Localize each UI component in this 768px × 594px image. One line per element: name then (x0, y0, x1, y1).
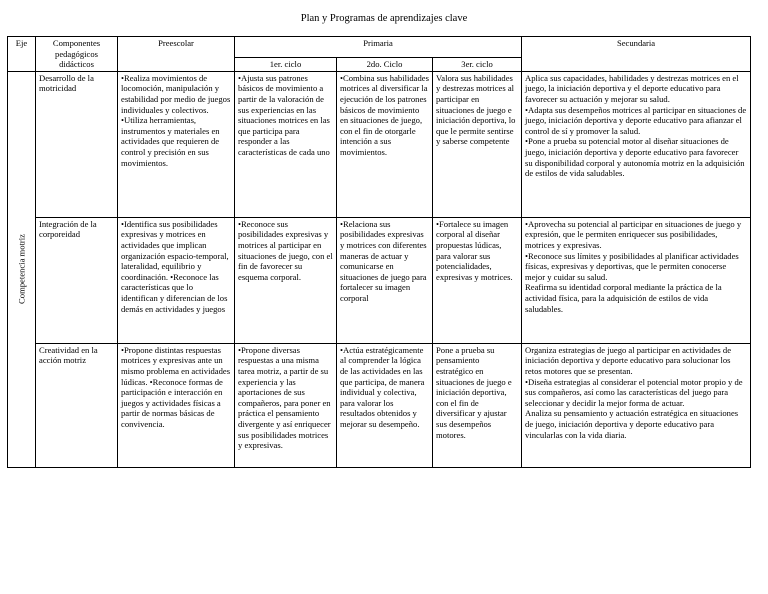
table-row (8, 343, 751, 467)
preescolar-cell: •Identifica sus posibilidades expresivas y motrices en actividades que implican organización espacio-temporal, lateralidad, equilibrio y coordinación. •Reconoce las características que lo identifican y diferencian de los demás en actividades y juegos (118, 217, 235, 343)
preescolar-cell: •Propone distintas respuestas motrices y expresivas ante un mismo problema en actividades lúdicas. •Reconoce formas de participación e interacción en juegos y actividades físicas a partir de normas básicas de convivencia. (118, 343, 235, 467)
componente-cell: Desarrollo de la motricidad (36, 71, 118, 217)
header-ciclo-2: 2do. Ciclo (337, 57, 433, 71)
table-row (8, 71, 751, 217)
ciclo-2-cell: •Relaciona sus posibilidades expresivas y motrices con diferentes maneras de actuar y comunicarse en situaciones de juego para fortalecer su imagen corporal (337, 217, 433, 343)
document-title: Plan y Programas de aprendizajes clave (300, 13, 468, 24)
header-ciclo-1: 1er. ciclo (235, 57, 337, 71)
ciclo-1-cell: •Ajusta sus patrones básicos de movimiento a partir de la valoración de sus experiencias en las situaciones motrices en las que participa para responder a las características de cada uno (235, 71, 337, 217)
header-eje: Eje (8, 37, 36, 72)
ciclo-2-cell: •Combina sus habilidades motrices al diversificar la ejecución de los patrones básicos de movimiento en situaciones de juego, con el fin de otorgarle intención a sus movimientos. (337, 71, 433, 217)
secundaria-cell: •Aprovecha su potencial al participar en situaciones de juego y expresión, que le permiten enriquecer sus posibilidades, motrices y expresivas. •Reconoce sus límites y posibilidades al planificar actividades físicas, expresivas y deportivas, que le permiten conocerse mejor y cuidar su salud. Reafirma su identidad corporal mediante la práctica de la actividad física, para la adquisición de estilos de vida saludables. (522, 217, 751, 343)
eje-cell (8, 71, 36, 467)
plan-table (7, 36, 751, 468)
header-primaria: Primaria (235, 37, 522, 58)
ciclo-1-cell: •Reconoce sus posibilidades expresivas y motrices al participar en situaciones de juego, con el fin de favorecer su esquema corporal. (235, 217, 337, 343)
ciclo-3-cell: Valora sus habilidades y destrezas motrices al participar en situaciones de juego e iniciación deportiva, lo que le permite sentirse y saberse competente (433, 71, 522, 217)
componente-cell: Creatividad en la acción motriz (36, 343, 118, 467)
header-secundaria: Secundaria (522, 37, 751, 72)
table-row (8, 217, 751, 343)
componente-cell: Integración de la corporeidad (36, 217, 118, 343)
ciclo-1-cell: •Propone diversas respuestas a una misma tarea motriz, a partir de su experiencia y las aportaciones de sus compañeros, para poner en práctica el pensamiento divergente y así enriquecer sus posibilidades motrices y expresivas. (235, 343, 337, 467)
ciclo-2-cell: •Actúa estratégicamente al comprender la lógica de las actividades en las que participa, de manera individual y colectiva, para valorar los resultados obtenidos y mejorar su desempeño. (337, 343, 433, 467)
eje-label: Competencia motriz (16, 234, 27, 305)
secundaria-cell: Organiza estrategias de juego al participar en actividades de iniciación deportiva y deporte educativo para solucionar los retos motores que se presentan. •Diseña estrategias al considerar el potencial motor propio y de sus compañeros, así como las características del juego para seleccionar y decidir la mejor forma de actuar. Analiza su pensamiento y actuación estratégica en situaciones de juego, iniciación deportiva y deporte educativo para vincularlas con la vida diaria. (522, 343, 751, 467)
preescolar-cell: •Realiza movimientos de locomoción, manipulación y estabilidad por medio de juegos individuales y colectivos. •Utiliza herramientas, instrumentos y materiales en actividades que requieren de control y precisión en sus movimientos. (118, 71, 235, 217)
ciclo-3-cell: Pone a prueba su pensamiento estratégico en situaciones de juego e iniciación deportiva, con el fin de diversificar y ajustar sus desempeños motores. (433, 343, 522, 467)
secundaria-cell: Aplica sus capacidades, habilidades y destrezas motrices en el juego, la iniciación deportiva y el deporte educativo para favorecer su actuación y mejorar su salud. •Adapta sus desempeños motrices al participar en situaciones de juego, iniciación deportiva y deporte educativo para afianzar el control de sí y promover la salud. •Pone a prueba su potencial motor al diseñar situaciones de juego, iniciación deportiva y deporte educativo para favorecer su disponibilidad corporal y autonomía motriz en la adquisición de estilos de vida saludables. (522, 71, 751, 217)
header-ciclo-3: 3er. ciclo (433, 57, 522, 71)
header-preescolar: Preescolar (118, 37, 235, 72)
header-componentes: Componentes pedagógicos didácticos (36, 37, 118, 72)
ciclo-3-cell: •Fortalece su imagen corporal al diseñar propuestas lúdicas, para valorar sus potencialidades, expresivas y motrices. (433, 217, 522, 343)
